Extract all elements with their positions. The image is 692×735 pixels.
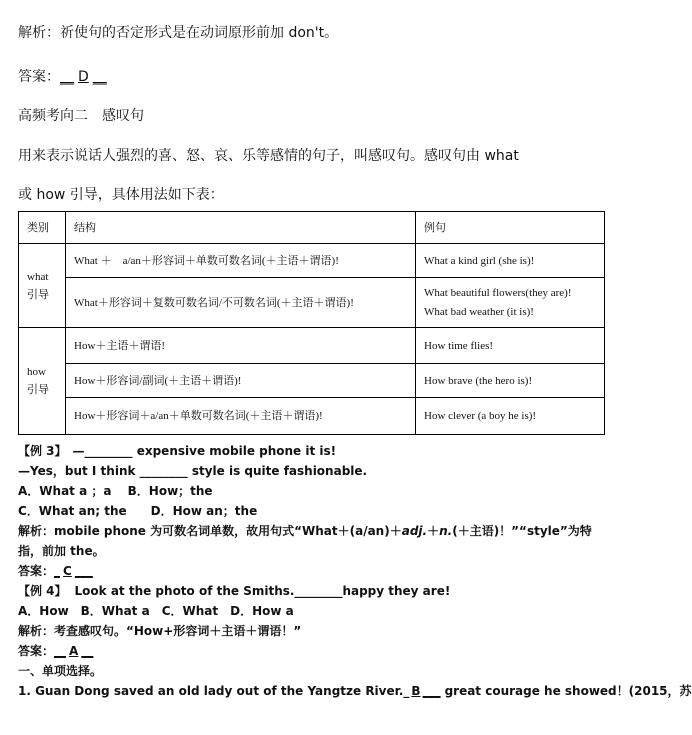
example-cell — [416, 278, 605, 328]
answer-prefix: 答案： — [18, 644, 55, 658]
answer-blank-left: _ — [54, 564, 61, 578]
category-cn: 引导 — [27, 383, 49, 396]
answer-letter: D — [78, 69, 89, 85]
example-3-reply: —Yes，but I think ________ style is quite fashionable. — [18, 464, 368, 478]
header-example: 例句 — [416, 212, 605, 244]
category-cn: 引导 — [27, 287, 49, 301]
structure-cell: How＋形容词/副词(＋主语＋谓语)! — [66, 364, 416, 398]
analysis-n: n. — [439, 524, 453, 538]
answer-letter: C — [63, 564, 72, 578]
section-single-choice: 一、单项选择。 — [18, 664, 103, 678]
answer-letter: B — [411, 684, 421, 698]
example-4-question — [18, 582, 450, 599]
answer-line — [18, 66, 107, 86]
analysis-text: 解析：mobile phone 为可数名词单数，故用句式“What＋(a/an)＋ — [18, 524, 402, 538]
question-text: 1. Guan Dong saved an old lady out of the Yangtze River._ — [18, 684, 410, 698]
example-3-answer — [18, 562, 93, 579]
answer-blank-right: __ — [92, 69, 107, 85]
example-3-analysis — [18, 522, 592, 539]
header-structure: 结构 — [66, 212, 416, 244]
answer-prefix: 答案： — [18, 564, 55, 578]
table-row — [19, 328, 605, 364]
question-1 — [18, 682, 692, 699]
category-word: how — [27, 366, 46, 378]
example-line: What beautiful flowers(they are)! — [424, 287, 572, 299]
header-category: 类别 — [19, 212, 66, 244]
answer-blank-right: __ — [81, 644, 94, 658]
paragraph-line-2: 或 how 引导，具体用法如下表： — [18, 187, 224, 203]
analysis-text-2: (＋主语)！”“style”为特 — [452, 524, 592, 538]
category-word: what — [27, 270, 49, 283]
structure-cell: How＋主语＋谓语! — [66, 328, 416, 364]
example-3-question — [18, 442, 336, 459]
exclamation-table — [18, 211, 605, 435]
paragraph-line-1: 用来表示说话人强烈的喜、怒、哀、乐等感情的句子，叫感叹句。感叹句由 what — [18, 148, 519, 164]
table-row — [19, 398, 605, 435]
structure-cell: What＋形容词＋复数可数名词/不可数名词(＋主语＋谓语)! — [66, 278, 416, 328]
example-4-options: A．How B．What a C．What D．How a — [18, 604, 294, 618]
category-how — [19, 328, 66, 435]
example-cell: How brave (the hero is)! — [416, 364, 605, 398]
answer-blank-left: __ — [54, 644, 67, 658]
table-row — [19, 244, 605, 278]
example-cell: How time flies! — [416, 328, 605, 364]
example-cell: What a kind girl (she is)! — [416, 244, 605, 278]
table-row — [19, 278, 605, 328]
answer-blank-left: __ — [60, 69, 74, 85]
table-row — [19, 364, 605, 398]
example-3-options-2: C．What an; the D．How an；the — [18, 504, 258, 518]
example-3-analysis-line-2: 指，前加 the。 — [18, 544, 105, 558]
table-header-row — [19, 212, 605, 244]
analysis-adj: adj. — [401, 524, 428, 538]
example-cell: How clever (a boy he is)! — [416, 398, 605, 435]
structure-cell: How＋形容词＋a/an＋单数可数名词(＋主语＋谓语)! — [66, 398, 416, 435]
answer-blank-right: ___ — [74, 564, 93, 578]
category-what — [19, 244, 66, 328]
answer-blank: ___ — [422, 684, 441, 698]
example-label: 【例 3】 — [18, 444, 61, 458]
answer-prefix: 答案： — [18, 69, 60, 85]
answer-letter: A — [69, 644, 79, 658]
analysis-line: 解析：祈使句的否定形式是在动词原形前加 don't。 — [18, 25, 339, 41]
question-text-suffix: great courage he showed！(2015，苏 — [444, 684, 692, 698]
question-text: Look at the photo of the Smiths.________happy they are! — [74, 584, 451, 598]
example-line: What bad weather (it is)! — [424, 306, 534, 318]
example-4-analysis: 解析：考查感叹句。“How+形容词＋主语＋谓语！” — [18, 624, 302, 638]
example-label: 【例 4】 — [18, 584, 67, 598]
analysis-plus: ＋ — [427, 524, 440, 538]
structure-cell: What ＋ a/an＋形容词＋单数可数名词(＋主语＋谓语)! — [66, 244, 416, 278]
example-3-options-1: A．What a ；a B．How；the — [18, 484, 213, 498]
section-title: 高频考向二 感叹句 — [18, 108, 144, 124]
question-text: —________ expensive mobile phone it is! — [60, 444, 337, 458]
example-4-answer — [18, 642, 93, 659]
